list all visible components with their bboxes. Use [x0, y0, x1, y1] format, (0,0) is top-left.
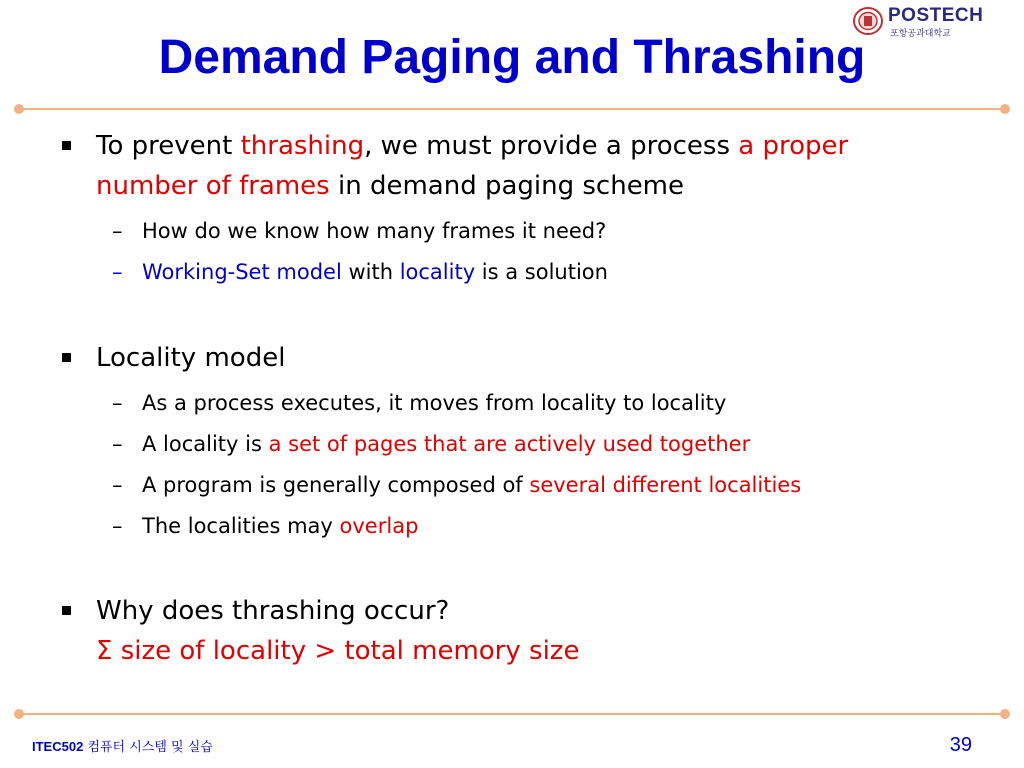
dash-marker: –	[112, 219, 123, 243]
sigma-symbol: Σ	[96, 636, 113, 666]
sub-bullet-2-4	[112, 511, 1002, 541]
text-run: a proper	[738, 131, 849, 161]
text-run: How do we know how many frames it need?	[142, 219, 607, 243]
university-seal-icon	[852, 6, 884, 36]
bullet-1	[96, 126, 996, 206]
text-run: Locality model	[96, 343, 286, 373]
text-run: A program is generally composed of	[142, 473, 530, 497]
postech-logo	[852, 4, 988, 38]
page-number: 39	[949, 734, 972, 756]
text-run: several different localities	[529, 473, 802, 497]
text-run: The localities may	[142, 514, 340, 538]
sub-bullet-2-2	[112, 429, 1002, 459]
top-divider	[14, 103, 1010, 115]
square-bullet-icon	[62, 606, 71, 615]
bullet-1-line-1	[96, 126, 996, 166]
slide-title: Demand Paging and Thrashing	[158, 31, 866, 84]
text-run: a set of pages that are actively used together	[268, 432, 751, 456]
course-code: ITEC502	[32, 739, 84, 754]
dash-marker: –	[112, 391, 123, 415]
sub-bullet-2-3	[112, 470, 1002, 500]
text-run: is a solution	[475, 260, 608, 284]
text-run: in demand paging scheme	[329, 171, 685, 201]
logo-name: POSTECH	[888, 5, 984, 26]
text-run: Working-Set model	[142, 260, 342, 284]
sub-bullet-1-1	[112, 216, 1002, 246]
dash-marker: –	[112, 514, 123, 538]
text-run: locality	[399, 260, 476, 284]
text-run: , we must provide a process	[364, 131, 739, 161]
bullet-3-line-2	[96, 631, 996, 671]
text-run: with	[341, 260, 400, 284]
bullet-2	[96, 338, 996, 378]
text-run: A locality is	[142, 432, 269, 456]
bottom-divider	[14, 708, 1010, 720]
bullet-3	[96, 591, 996, 671]
course-name: 컴퓨터 시스템 및 실습	[83, 740, 213, 755]
text-run: size of locality > total memory size	[112, 636, 580, 666]
dash-marker: –	[112, 260, 123, 284]
dash-marker: –	[112, 432, 123, 456]
logo-subtitle: 포항공과대학교	[890, 29, 951, 39]
square-bullet-icon	[62, 353, 71, 362]
dash-marker: –	[112, 473, 123, 497]
text-run: To prevent	[96, 131, 241, 161]
bullet-1-line-2	[96, 166, 996, 206]
text-run: number of frames	[96, 171, 330, 201]
text-run: As a process executes, it moves from locality to locality	[142, 391, 727, 415]
footer-course	[32, 736, 213, 755]
text-run: overlap	[339, 514, 419, 538]
text-run: Why does thrashing occur?	[96, 596, 450, 626]
text-run: thrashing	[240, 131, 365, 161]
square-bullet-icon	[62, 141, 71, 150]
bullet-3-line-1	[96, 591, 996, 631]
sub-bullet-1-2	[112, 257, 1002, 287]
sub-bullet-2-1	[112, 388, 1002, 418]
